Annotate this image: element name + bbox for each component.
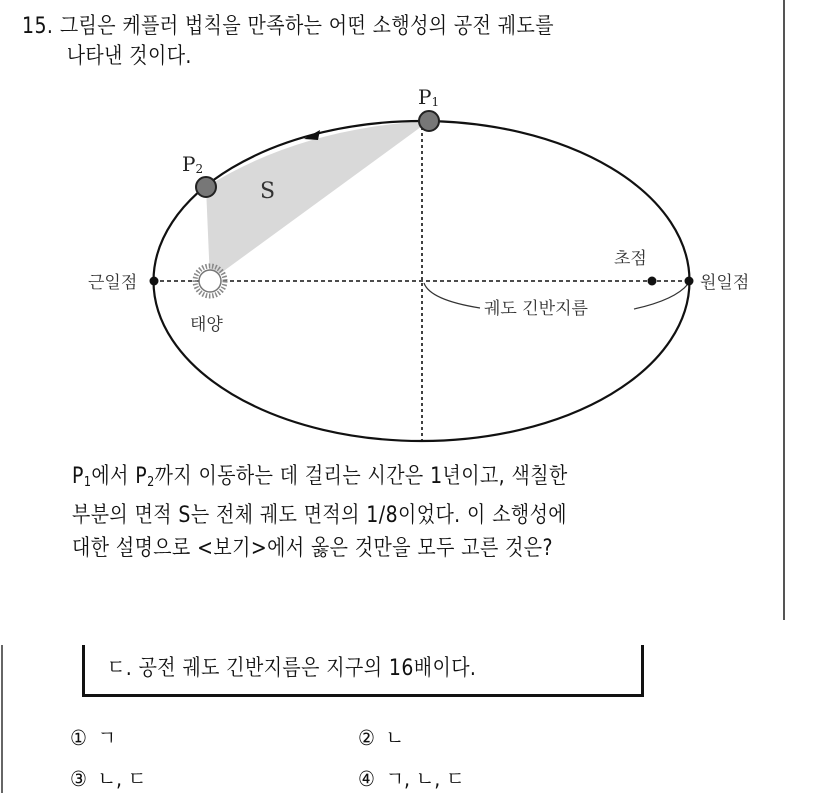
focus-dot bbox=[648, 277, 657, 286]
label-p2: P2 bbox=[182, 152, 204, 176]
semi-major-axis-bracket bbox=[424, 283, 480, 308]
aphelion-dot bbox=[685, 277, 694, 286]
label-perihelion: 근일점 bbox=[88, 273, 138, 293]
question-number: 15. bbox=[22, 14, 54, 39]
orbit-direction-arrow-icon bbox=[304, 130, 320, 140]
label-aphelion: 원일점 bbox=[700, 273, 750, 293]
bogi-item-c: ㄷ. 공전 궤도 긴반지름은 지구의 16배이다. bbox=[107, 656, 477, 681]
choice-3[interactable]: ③ ㄴ, ㄷ bbox=[70, 767, 147, 791]
label-focus: 초점 bbox=[614, 249, 647, 269]
asteroid-p1 bbox=[419, 111, 439, 131]
description-line-3: 대한 설명으로 <보기>에서 옳은 것만을 모두 고른 것은? bbox=[72, 536, 553, 561]
label-p1: P1 bbox=[418, 85, 440, 109]
perihelion-dot bbox=[150, 277, 159, 286]
choice-2[interactable]: ② ㄴ bbox=[358, 726, 405, 750]
question-line-1: 그림은 케플러 법칙을 만족하는 어떤 소행성의 공전 궤도를 bbox=[59, 14, 554, 39]
label-sun: 태양 bbox=[190, 315, 223, 335]
semi-major-axis-bracket-right bbox=[634, 284, 688, 309]
choice-1[interactable]: ① ㄱ bbox=[70, 726, 117, 750]
asteroid-p2 bbox=[196, 177, 216, 197]
label-semi-major-axis: 궤도 긴반지름 bbox=[484, 299, 588, 319]
problem-description bbox=[72, 460, 568, 565]
description-line-1: $P_1$에서 $P_2$까지 이동하는 데 걸리는 시간은 1년이고, 색칠한 bbox=[72, 464, 568, 490]
description-line-2: 부분의 면적 S는 전체 궤도 면적의 1/8이었다. 이 소행성에 bbox=[72, 503, 568, 528]
bogi-box bbox=[82, 645, 644, 697]
question-line-2: 나타낸 것이다. bbox=[66, 44, 192, 69]
shaded-area-s bbox=[206, 121, 429, 281]
label-area-s: S bbox=[260, 179, 276, 204]
choice-4[interactable]: ④ ㄱ, ㄴ, ㄷ bbox=[358, 767, 465, 791]
column-divider-left bbox=[1, 645, 3, 793]
